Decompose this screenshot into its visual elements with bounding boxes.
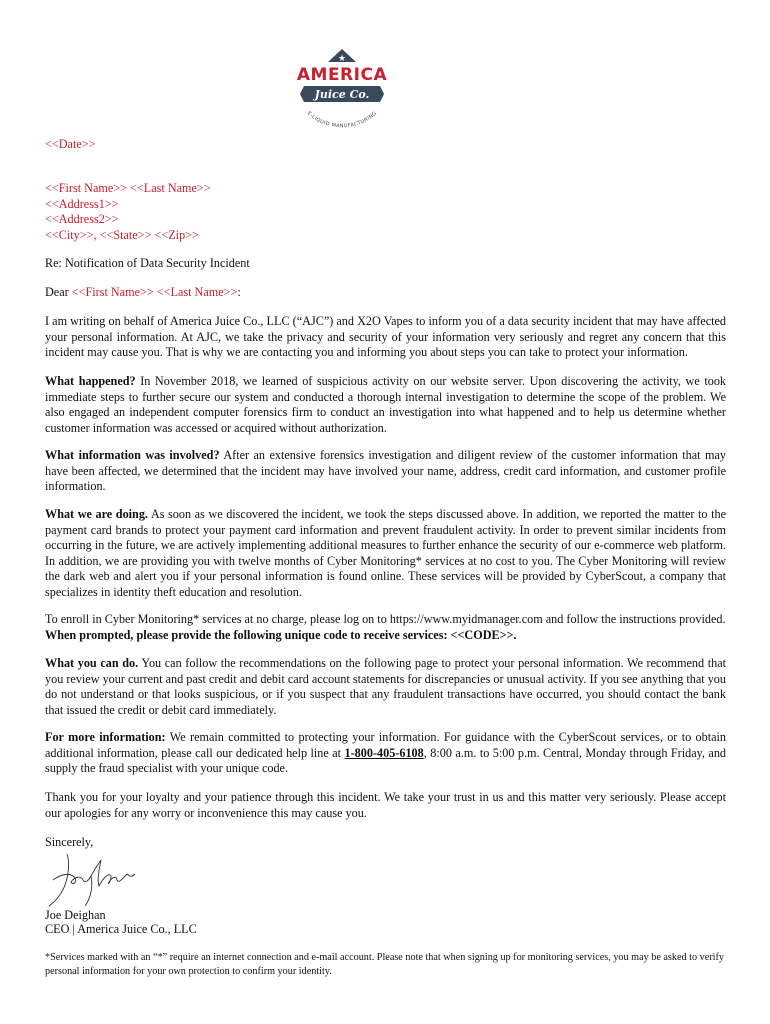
closing: Sincerely, [45,835,94,849]
what-we-are-doing-paragraph [45,507,726,601]
salutation-name: <<First Name>> <<Last Name>> [71,285,238,299]
what-we-are-doing-text: As soon as we discovered the incident, we took the steps discussed above. In addition, we reported the matter to the payment card brands to protect your payment card information and prevent fraudulent activity. In order to prevent similar incidents from occurring in the future, we are actively implementing additional measures to further enhance the security of our e-commerce web platform. In addition, we are providing you with twelve months of Cyber Monitoring* services at no cost to you. The Cyber Monitoring will review the dark web and alert you if your personal information is found online. These services will be provided by CyberScout, a company that specializes in identity theft education and resolution. [45,507,727,599]
more-info-text-after: , 8:00 a.m. to 5:00 p.m. Central, Monday through Friday, and supply the fraud specialist with your unique code. [45,745,727,776]
logo-top-text: AMERICA [296,65,388,85]
signature [45,846,155,910]
salutation-suffix: : [237,285,241,299]
date-placeholder: <<Date>> [45,137,96,151]
what-information-paragraph [45,448,726,495]
what-happened-heading: What happened? [45,374,136,388]
signer-name: Joe Deighan [45,908,106,922]
what-you-can-do-heading: What you can do. [45,656,139,670]
recipient-address [45,181,211,243]
company-logo [272,46,412,142]
what-happened-paragraph [45,374,726,436]
more-info-paragraph [45,730,726,777]
star-icon: ★ [337,54,347,64]
thanks-paragraph: Thank you for your loyalty and your patience through this incident. We take your trust in us and this matter very seriously. Please accept our apologies for any worry or inconvenience this may cause you. [45,790,726,820]
more-info-text-before: We remain committed to protecting your information. For guidance with the CyberScout services, or to obtain additional information, please call our dedicated help line at [45,730,726,760]
help-line-phone: 1-800-405-6108 [344,745,424,760]
re-line: Re: Notification of Data Security Incident [45,256,250,270]
salutation-prefix: Dear [45,285,72,299]
recipient-address1: <<Address1>> [45,196,119,211]
what-you-can-do-paragraph [45,656,726,718]
logo-arc-text: E-LIQUID MANUFACTURING [305,110,379,130]
enroll-text: To enroll in Cyber Monitoring* services at no charge, please log on to https://www.myidmanager.com and follow the instructions provided. [45,612,726,626]
logo-banner-text: Juice Co. [314,88,370,101]
what-you-can-do-text: You can follow the recommendations on the following page to protect your personal information. We recommend that you review your current and past credit and debit card account statements for discrepancies or unusual activity. If you see anything that you do not understand or that looks suspicious, or if you suspect that any fraudulent transactions have occurred, you should contact the bank that issued the credit or debit card immediately. [45,656,726,717]
enroll-code-instruction: When prompted, please provide the following unique code to receive services: <<CODE>>. [45,627,517,642]
intro-paragraph: I am writing on behalf of America Juice Co., LLC (“AJC”) and X2O Vapes to inform you of a data security incident that may have affected your personal information. At AJC, we take the privacy and security of your information very seriously and regret any concern that this incident may cause you. That is why we are contacting you and informing you about steps you can take to protect your information. [45,314,726,360]
signer-title: CEO | America Juice Co., LLC [45,922,197,936]
what-information-heading: What information was involved? [45,448,220,462]
salutation [45,285,241,301]
recipient-name: <<First Name>> <<Last Name>> [45,181,211,195]
recipient-city-line: <<City>>, <<State>> <<Zip>> [45,227,199,242]
footnote: *Services marked with an “*” require an internet connection and e-mail account. Please note that when signing up for monitoring services, you may be asked to verify personal information for your own protection to confirm your identity. [45,952,724,977]
more-info-heading: For more information: [45,730,166,744]
what-happened-text: In November 2018, we learned of suspicious activity on our website server. Upon discovering the activity, we took immediate steps to further secure our system and conducted a thorough internal investigation to determine the scope of the problem. We also engaged an independent computer forensics firm to conduct an investigation into what happened and to help us determine whether customer information was accessed or acquired without authorization. [45,374,727,435]
what-information-text: After an extensive forensics investigation and diligent review of the customer information that may have been affected, we determined that the incident may have involved your name, address, credit card information, and customer profile information. [45,448,726,494]
enroll-paragraph [45,612,726,643]
what-we-are-doing-heading: What we are doing. [45,507,148,521]
recipient-address2: <<Address2>> [45,212,119,227]
